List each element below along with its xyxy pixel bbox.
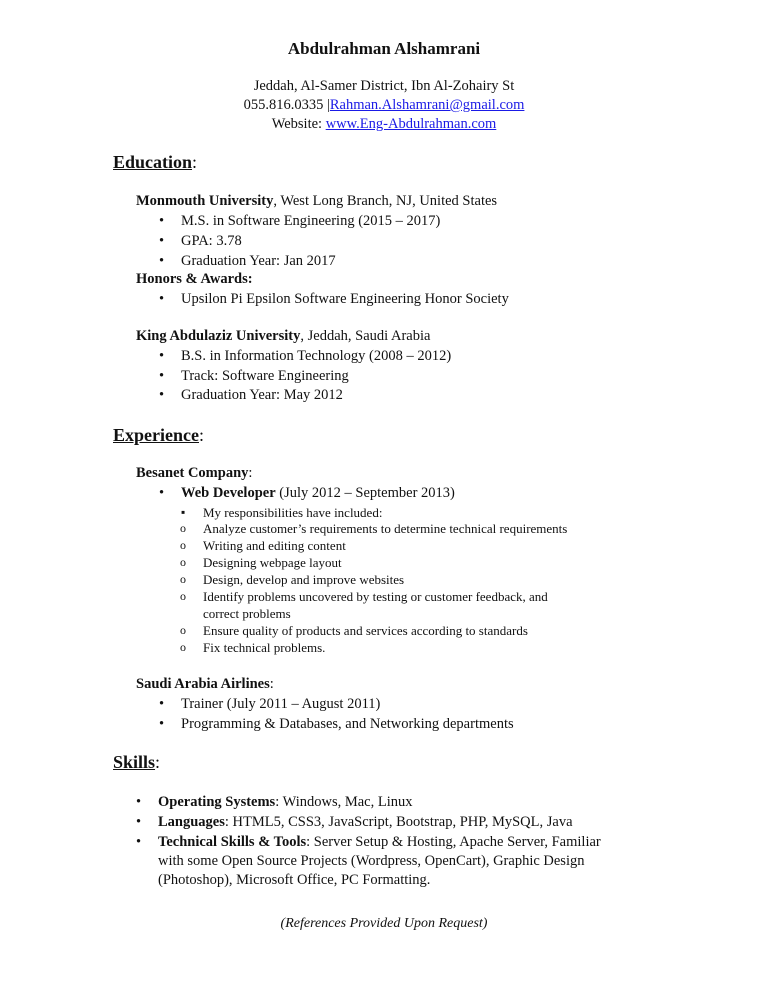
website-link[interactable]: www.Eng-Abdulrahman.com	[325, 116, 497, 132]
skills-colon: :	[155, 752, 161, 772]
separator: |	[326, 97, 330, 113]
besanet-role-line	[181, 485, 455, 502]
website-line	[0, 116, 768, 133]
duty-item: o Writing and editing content	[203, 538, 346, 554]
education-colon: :	[192, 152, 198, 172]
email-link[interactable]: Rahman.Alshamrani@gmail.com	[329, 97, 525, 113]
list-item: • Graduation Year: May 2012	[181, 387, 343, 404]
lang-value: : HTML5, CSS3, JavaScript, Bootstrap, PHP, MySQL, Java	[224, 814, 573, 830]
list-item: • Track: Software Engineering	[181, 368, 349, 385]
education-heading	[113, 152, 197, 173]
monmouth-line	[136, 193, 497, 210]
besanet-dates: (July 2012 – September 2013)	[275, 485, 455, 501]
list-item: • M.S. in Software Engineering (2015 – 2017)	[181, 213, 440, 230]
duty-item-continuation: correct problems	[203, 606, 291, 621]
candidate-name: Abdulrahman Alshamrani	[287, 39, 481, 58]
besanet-line	[136, 465, 252, 482]
kau-location: , Jeddah, Saudi Arabia	[300, 328, 431, 344]
skill-languages	[158, 814, 573, 831]
besanet-role: Web Developer	[181, 485, 276, 501]
list-item: • Trainer (July 2011 – August 2011)	[181, 696, 380, 713]
besanet-colon: :	[248, 465, 253, 481]
duty-item: o Analyze customer’s requirements to determine technical requirements	[203, 521, 567, 537]
os-label: Operating Systems	[158, 794, 276, 810]
skills-title: Skills	[113, 752, 156, 772]
saudia-colon: :	[269, 676, 274, 692]
kau-name: King Abdulaziz University	[136, 328, 301, 344]
besanet-company: Besanet Company	[136, 465, 249, 481]
education-title: Education	[113, 152, 193, 172]
tools-label: Technical Skills & Tools	[158, 834, 307, 850]
list-item: • B.S. in Information Technology (2008 – 2012)	[181, 348, 451, 365]
duty-item: o Identify problems uncovered by testing or customer feedback, and	[203, 589, 548, 605]
skills-heading	[113, 752, 160, 773]
os-value: : Windows, Mac, Linux	[275, 794, 413, 810]
list-item: • Upsilon Pi Epsilon Software Engineering Honor Society	[181, 291, 509, 308]
duties-intro: ▪ My responsibilities have included:	[203, 505, 382, 521]
list-item: • Programming & Databases, and Networking departments	[181, 716, 514, 733]
duty-item: o Design, develop and improve websites	[203, 572, 404, 588]
duty-item: o Fix technical problems.	[203, 640, 325, 656]
saudia-company: Saudi Arabia Airlines	[136, 676, 270, 692]
kau-line	[136, 328, 430, 345]
contact-line	[0, 97, 768, 114]
honors-title: Honors & Awards:	[136, 271, 253, 287]
list-item: • GPA: 3.78	[181, 233, 242, 250]
website-label: Website:	[271, 116, 323, 132]
experience-title: Experience	[113, 425, 199, 445]
saudia-line	[136, 676, 274, 693]
experience-heading	[113, 425, 204, 446]
phone: 055.816.0335	[243, 97, 324, 113]
monmouth-location: , West Long Branch, NJ, United States	[273, 193, 498, 209]
duty-item: o Ensure quality of products and services according to standards	[203, 623, 528, 639]
skill-tools	[158, 834, 601, 851]
skill-os	[158, 794, 413, 811]
experience-colon: :	[198, 425, 204, 445]
duty-item: o Designing webpage layout	[203, 555, 342, 571]
tools-line-3: (Photoshop), Microsoft Office, PC Formatting.	[158, 872, 431, 888]
references-note: (References Provided Upon Request)	[280, 916, 488, 931]
tools-value: : Server Setup & Hosting, Apache Server, Familiar	[306, 834, 601, 850]
monmouth-name: Monmouth University	[136, 193, 274, 209]
lang-label: Languages	[158, 814, 225, 830]
tools-line-2: with some Open Source Projects (Wordpress, OpenCart), Graphic Design	[158, 853, 585, 869]
list-item: • Graduation Year: Jan 2017	[181, 253, 336, 270]
address: Jeddah, Al-Samer District, Ibn Al-Zohairy St	[253, 78, 515, 94]
